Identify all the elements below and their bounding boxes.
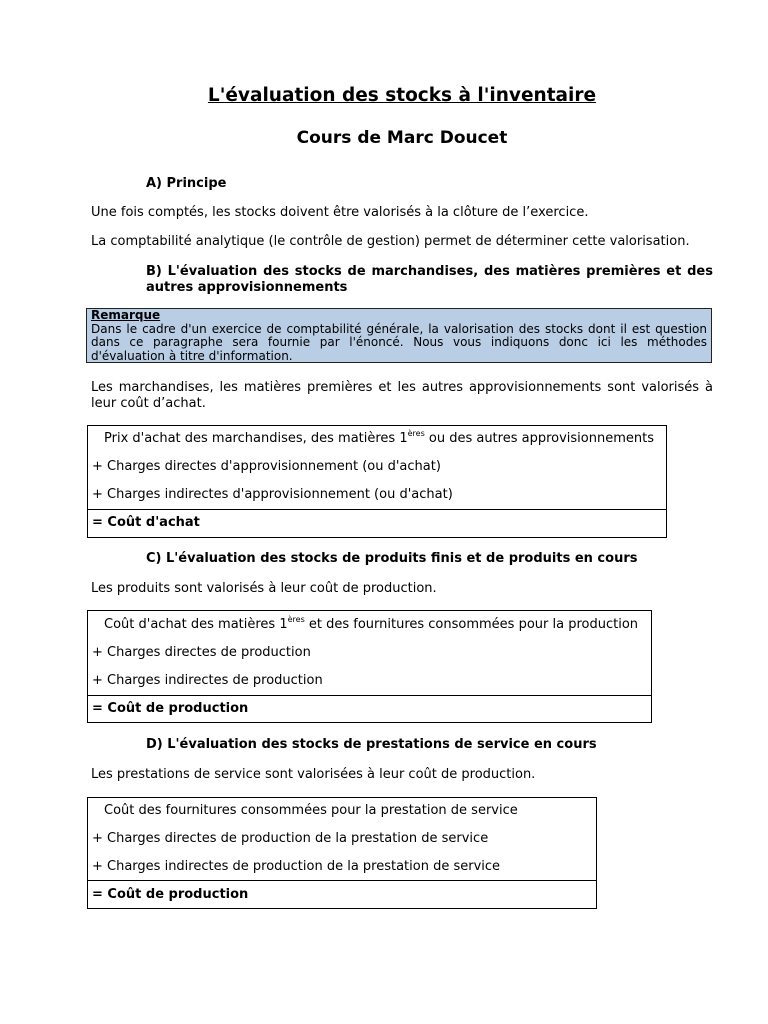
remark-box	[86, 308, 712, 363]
remark-text: Dans le cadre d'un exercice de comptabilité générale, la valorisation des stocks dont il est question dans ce paragraphe sera fournie par l'énoncé. Nous vous indiquons donc ici les méthodes d'évaluation à titre d'information.	[91, 321, 707, 363]
page-title: L'évaluation des stocks à l'inventaire	[207, 85, 597, 106]
prestation-total: = Coût de production	[92, 887, 249, 902]
section-b-paragraph: Les marchandises, les matières premières et les autres approvisionnements sont valorisés à leur coût d’achat.	[91, 380, 713, 411]
cout-production-divider	[88, 695, 651, 696]
cout-production-box	[87, 610, 652, 723]
cout-production-line-2: + Charges directes de production	[92, 645, 311, 660]
cout-achat-divider	[88, 509, 666, 510]
section-c-paragraph: Les produits sont valorisés à leur coût de production.	[91, 581, 437, 596]
section-d-paragraph: Les prestations de service sont valorisées à leur coût de production.	[91, 767, 536, 782]
section-a-paragraph-1: Une fois comptés, les stocks doivent être valorisés à la clôture de l’exercice.	[91, 205, 589, 220]
section-c-heading: C) L'évaluation des stocks de produits finis et de produits en cours	[146, 551, 638, 566]
page-subtitle: Cours de Marc Doucet	[296, 128, 508, 148]
cout-achat-line-2: + Charges directes d'approvisionnement (ou d'achat)	[92, 459, 441, 474]
prestation-line-3: + Charges indirectes de production de la prestation de service	[92, 859, 501, 874]
remark-title: Remarque	[91, 308, 161, 322]
section-b-heading: B) L'évaluation des stocks de marchandises, des matières premières et des autres approvisionnements	[146, 264, 713, 295]
cout-achat-line-3: + Charges indirectes d'approvisionnement (ou d'achat)	[92, 487, 453, 502]
cout-production-line-1: Coût d'achat des matières 1ères et des fournitures consommées pour la production	[104, 615, 639, 632]
prestation-line-2: + Charges directes de production de la prestation de service	[92, 831, 489, 846]
cout-production-total: = Coût de production	[92, 701, 249, 716]
prestation-divider	[88, 880, 596, 881]
section-d-heading: D) L'évaluation des stocks de prestations de service en cours	[146, 737, 597, 752]
section-a-paragraph-2: La comptabilité analytique (le contrôle de gestion) permet de déterminer cette valorisation.	[91, 234, 690, 249]
cout-achat-total: = Coût d'achat	[92, 515, 200, 530]
cout-achat-line-1: Prix d'achat des marchandises, des matières 1ères ou des autres approvisionnements	[104, 429, 654, 446]
section-a-heading: A) Principe	[146, 176, 227, 191]
cout-achat-box	[87, 425, 667, 538]
prestation-line-1: Coût des fournitures consommées pour la prestation de service	[104, 803, 518, 818]
prestation-box	[87, 797, 597, 909]
cout-production-line-3: + Charges indirectes de production	[92, 673, 323, 688]
